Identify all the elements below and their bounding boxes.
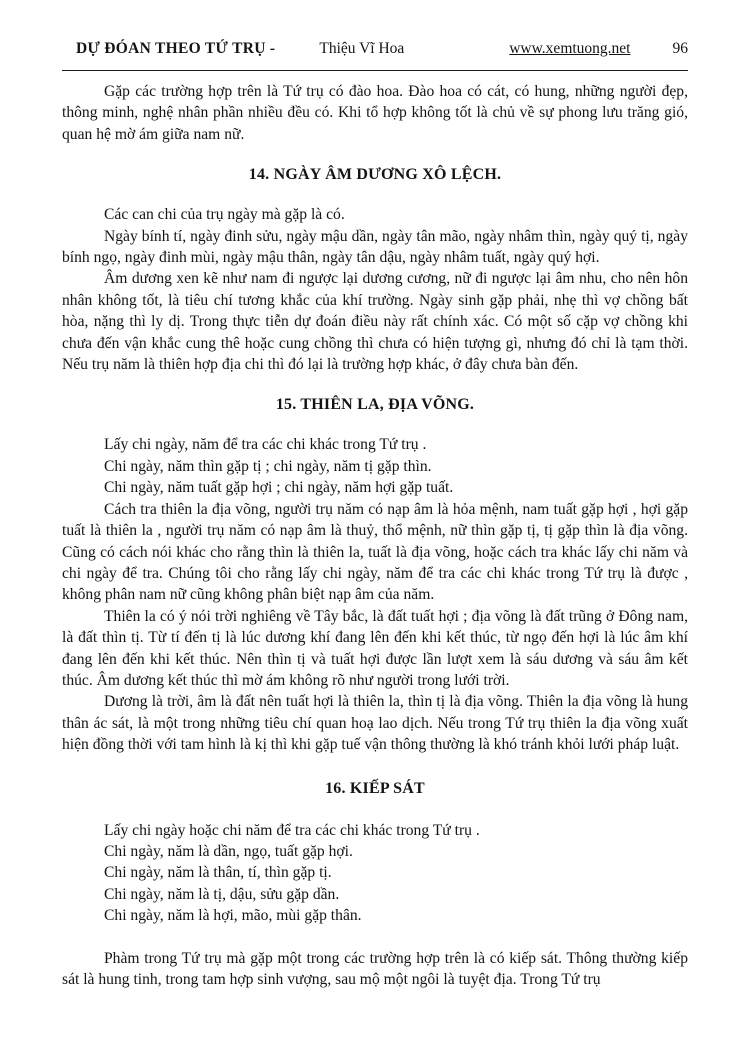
paragraph: Lấy chi ngày, năm để tra các chi khác trong Tứ trụ . <box>104 436 427 454</box>
section-heading-16: 16. KIẾP SÁT <box>325 779 425 797</box>
section-heading-14: 14. NGÀY ÂM DƯƠNG XÔ LỆCH. <box>248 166 502 184</box>
paragraph: Phàm trong Tứ trụ mà gặp một trong các trường hợp trên là có kiếp sát. Thông thường kiếp sát là hung tinh, trong tam hợp sinh vượng, sau mộ một ngôi là tuyệt địa. Trong Tứ trụ <box>62 949 688 988</box>
paragraph: Dương là trời, âm là đất nên tuất hợi là thiên la, thìn tị là địa võng. Thiên la địa võng là hung thân ác sát, là một trong những tiêu chí quan hoạ lao dịch. Nếu trong Tứ trụ thiên la địa võng xuất hiện đồng thời với tam hình là kị thì khi gặp tuế vận thông thường là khó tránh khỏi lưới pháp luật. <box>62 693 688 754</box>
page-header <box>62 40 688 58</box>
book-title: DỰ ĐÓAN THEO TỨ TRỤ - <box>76 40 276 57</box>
section-heading-15: 15. THIÊN LA, ĐỊA VÕNG. <box>275 396 475 414</box>
paragraph: Chi ngày, năm thìn gặp tị ; chi ngày, năm tị gặp thìn. <box>104 457 432 475</box>
paragraph: Chi ngày, năm là thân, tí, thìn gặp tị. <box>104 864 332 882</box>
paragraph: Cách tra thiên la địa võng, người trụ năm có nạp âm là hỏa mệnh, nam tuất gặp hợi , hợi gặp tuất là thiên la , người trụ năm có nạp âm là thuỷ, thổ mệnh, nữ thìn gặp tị, tị gặp thìn là địa võng. Cũng có cách nói khác cho rằng thìn là thiên la, tuất là địa võng, hoặc cách tra khác lấy chi năm và chi ngày để tra. Chúng tôi cho rằng lấy chi ngày, năm để tra các chi khác trong Tứ trụ là được , không phân nam nữ cũng không phân biệt nạp âm của năm. <box>62 500 688 604</box>
paragraph: Ngày bính tí, ngày đinh sửu, ngày mậu dần, ngày tân mão, ngày nhâm thìn, ngày quý tị, ngày bính ngọ, ngày đinh mùi, ngày mậu thân, ngày tân dậu, ngày nhâm tuất, ngày quý hợi. <box>62 227 688 267</box>
paragraph: Lấy chi ngày hoặc chi năm để tra các chi khác trong Tứ trụ . <box>104 821 480 839</box>
paragraph: Chi ngày, năm là dần, ngọ, tuất gặp hợi. <box>104 842 353 860</box>
paragraph: Chi ngày, năm tuất gặp hợi ; chi ngày, năm hợi gặp tuất. <box>104 479 454 497</box>
paragraph: Thiên la có ý nói trời nghiêng về Tây bắc, là đất tuất hợi ; địa võng là đất trũng ở Đông nam, là đất thìn tị. Từ tí đến tị là lúc dương khí đang lên đến khi kết thúc, từ ngọ đến hợi là lúc âm khí đang lên đến khi kết thúc. Nên thìn tị và tuất hợi được lần lượt xem là sáu dương và sáu âm kết thúc. Âm dương kết thúc thì mờ ám không rõ như người trong lưới trời. <box>62 607 688 689</box>
page-content <box>62 81 688 990</box>
header-divider <box>62 70 688 71</box>
website-link[interactable]: www.xemtuong.net <box>509 40 631 57</box>
author-name: Thiệu Vĩ Hoa <box>319 40 405 57</box>
page-number: 96 <box>672 40 688 57</box>
paragraph: Các can chi của trụ ngày mà gặp là có. <box>104 206 345 224</box>
paragraph: Chi ngày, năm là tị, dậu, sửu gặp dần. <box>104 885 340 903</box>
paragraph: Âm dương xen kẽ như nam đi ngược lại dương cương, nữ đi ngược lại âm nhu, cho nên hôn nhân không tốt, là tiêu chí tương khắc của khí trường. Ngày sinh gặp phải, nhẹ thì vợ chồng bất hòa, nặng thì ly dị. Trong thực tiễn dự đoán điều này rất chính xác. Có một số cặp vợ chồng khi chưa đến vận khắc cung thê hoặc cung chồng thì chưa có hiện tượng gì, nhưng đó chỉ là tạm thời. Nếu trụ năm là thiên hợp địa chi thì đó lại là trường hợp khác, ở đây chưa bàn đến. <box>62 270 688 374</box>
paragraph-intro: Gặp các trường hợp trên là Tứ trụ có đào hoa. Đào hoa có cát, có hung, những người đẹp, thông minh, nghệ nhân phần nhiều đều có. Khi tổ hợp không tốt là chủ về sự phong lưu trăng gió, quan hệ mờ ám giữa nam nữ. <box>62 83 688 143</box>
paragraph: Chi ngày, năm là hợi, mão, mùi gặp thân. <box>104 907 362 925</box>
